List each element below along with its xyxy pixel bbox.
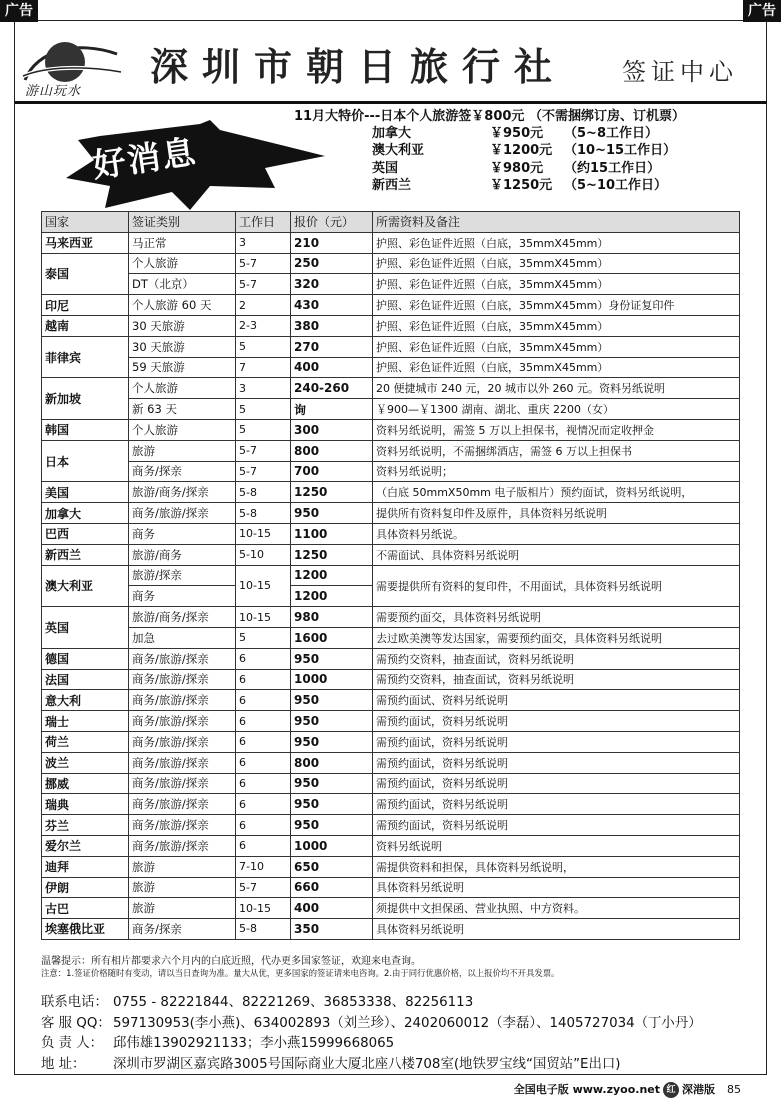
price-cell: 250 <box>291 253 373 274</box>
country-cell: 巴西 <box>42 523 129 544</box>
visa-type-cell: 个人旅游 <box>129 253 236 274</box>
notes-cell: 护照、彩色证件近照（白底，35mmX45mm） <box>373 274 740 295</box>
notes-cell: 护照、彩色证件近照（白底，35mmX45mm）身份证复印件 <box>373 295 740 316</box>
promo-badge: 好消息 <box>90 131 200 186</box>
visa-type-cell: DT（北京） <box>129 274 236 295</box>
price-cell: 210 <box>291 232 373 253</box>
workdays-cell: 7 <box>236 357 291 378</box>
price-cell: 240-260 <box>291 378 373 399</box>
country-cell: 挪威 <box>42 773 129 794</box>
table-row <box>42 461 740 482</box>
visa-type-cell: 商务/旅游/探亲 <box>129 503 236 524</box>
workdays-cell: 5-7 <box>236 274 291 295</box>
country-cell: 泰国 <box>42 253 129 295</box>
workdays-cell: 6 <box>236 711 291 732</box>
company-name: 深圳市朝日旅行社 <box>150 44 567 89</box>
promo-block <box>294 108 685 194</box>
notes-cell: 资料另纸说明 <box>373 835 740 856</box>
workdays-cell: 3 <box>236 378 291 399</box>
country-cell: 加拿大 <box>42 503 129 524</box>
workdays-cell: 5-7 <box>236 253 291 274</box>
visa-type-cell: 30 天旅游 <box>129 315 236 336</box>
price-cell: 380 <box>291 315 373 336</box>
edition-site: 全国电子版 www.zyoo.net <box>513 1083 660 1096</box>
table-row <box>42 336 740 357</box>
table-row <box>42 877 740 898</box>
visa-type-cell: 30 天旅游 <box>129 336 236 357</box>
price-cell: 1200 <box>291 586 373 607</box>
visa-type-cell: 旅游/商务/探亲 <box>129 482 236 503</box>
workdays-cell: 5-8 <box>236 503 291 524</box>
price-cell: 320 <box>291 274 373 295</box>
price-cell: 950 <box>291 731 373 752</box>
table-row <box>42 503 740 524</box>
price-cell: 1000 <box>291 669 373 690</box>
visa-type-cell: 商务 <box>129 523 236 544</box>
price-cell: 1100 <box>291 523 373 544</box>
workdays-cell: 2 <box>236 295 291 316</box>
notes-cell: 需预约面试，资料另纸说明 <box>373 815 740 836</box>
workdays-cell: 6 <box>236 794 291 815</box>
notes-cell: 需要提供所有资料的复印件，不用面试，具体资料另纸说明 <box>373 565 740 607</box>
visa-type-cell: 商务/旅游/探亲 <box>129 711 236 732</box>
table-row <box>42 835 740 856</box>
visa-type-cell: 商务/探亲 <box>129 461 236 482</box>
country-cell: 芬兰 <box>42 815 129 836</box>
notes-cell: 护照、彩色证件近照（白底，35mmX45mm） <box>373 232 740 253</box>
price-cell: 270 <box>291 336 373 357</box>
table-row <box>42 752 740 773</box>
notes-cell: 需预约面试，资料另纸说明 <box>373 731 740 752</box>
table-row <box>42 648 740 669</box>
notes-cell: 去过欧美澳等发达国家，需要预约面交，具体资料另纸说明 <box>373 627 740 648</box>
workdays-cell: 7-10 <box>236 856 291 877</box>
notes-cell: 资料另纸说明； <box>373 461 740 482</box>
table-row <box>42 399 740 420</box>
country-cell: 韩国 <box>42 419 129 440</box>
country-cell: 波兰 <box>42 752 129 773</box>
contact-block <box>41 993 702 1075</box>
notes-cell: 护照、彩色证件近照（白底，35mmX45mm） <box>373 253 740 274</box>
country-cell: 古巴 <box>42 898 129 919</box>
visa-type-cell: 商务/旅游/探亲 <box>129 773 236 794</box>
promo-offer: 加拿大 ￥950元 （5~8工作日） <box>372 126 658 142</box>
workdays-cell: 5-7 <box>236 461 291 482</box>
notes-cell: 资料另纸说明，不需捆绑酒店，需签 6 万以上担保书 <box>373 440 740 461</box>
table-row <box>42 378 740 399</box>
country-cell: 埃塞俄比亚 <box>42 919 129 940</box>
price-cell: 950 <box>291 815 373 836</box>
country-cell: 美国 <box>42 482 129 503</box>
contact-phone: 联系电话： 0755 - 82221844、82221269、36853338、82256113 <box>41 995 474 1010</box>
workdays-cell: 6 <box>236 690 291 711</box>
notes-cell: 提供所有资料复印件及原件，具体资料另纸说明 <box>373 503 740 524</box>
workdays-cell: 2-3 <box>236 315 291 336</box>
price-cell: 650 <box>291 856 373 877</box>
promo-offer: 澳大利亚 ￥1200元 （10~15工作日） <box>372 143 677 159</box>
tips-line: 温馨提示：所有相片都要求六个月内的白底近照，代办更多国家签证，欢迎来电查询。 <box>41 956 421 967</box>
country-cell: 新西兰 <box>42 544 129 565</box>
promo-offer: 英国 ￥980元 （约15工作日） <box>372 160 661 176</box>
table-row <box>42 773 740 794</box>
price-cell: 1250 <box>291 544 373 565</box>
notice-line: 注意：1.签证价格随时有变动，请以当日查询为准。量大从优，更多国家的签证请来电咨询。2.由于同行优惠价格，以上报价均不开具发票。 <box>41 968 560 978</box>
price-cell: 350 <box>291 919 373 940</box>
price-cell: 950 <box>291 503 373 524</box>
price-cell: 950 <box>291 711 373 732</box>
notes-cell: 需预约面试，资料另纸说明 <box>373 794 740 815</box>
workdays-cell: 5-7 <box>236 877 291 898</box>
table-row <box>42 669 740 690</box>
visa-type-cell: 商务/旅游/探亲 <box>129 752 236 773</box>
notes-cell: 具体资料另纸说明 <box>373 919 740 940</box>
country-cell: 澳大利亚 <box>42 565 129 607</box>
table-row <box>42 232 740 253</box>
workdays-cell: 6 <box>236 731 291 752</box>
workdays-cell: 6 <box>236 752 291 773</box>
visa-type-cell: 旅游 <box>129 856 236 877</box>
visa-type-cell: 旅游/商务 <box>129 544 236 565</box>
visa-type-cell: 旅游 <box>129 440 236 461</box>
table-header-row <box>42 212 740 233</box>
visa-price-table <box>41 211 740 940</box>
notes-cell: 具体资料另纸说。 <box>373 523 740 544</box>
visa-type-cell: 旅游 <box>129 898 236 919</box>
country-cell: 爱尔兰 <box>42 835 129 856</box>
table-row <box>42 482 740 503</box>
contact-person: 负 责 人： 邱伟雄13902921133；李小燕15999668065 <box>41 1036 395 1051</box>
price-cell: 950 <box>291 794 373 815</box>
price-cell: 700 <box>291 461 373 482</box>
price-cell: 980 <box>291 607 373 628</box>
visa-type-cell: 商务/探亲 <box>129 919 236 940</box>
price-cell: 1000 <box>291 835 373 856</box>
price-cell: 1250 <box>291 482 373 503</box>
visa-type-cell: 商务/旅游/探亲 <box>129 731 236 752</box>
workdays-cell: 5-10 <box>236 544 291 565</box>
visa-type-cell: 旅游 <box>129 877 236 898</box>
notes-cell: 需要预约面交，具体资料另纸说明 <box>373 607 740 628</box>
table-row <box>42 856 740 877</box>
country-cell: 迪拜 <box>42 856 129 877</box>
col-header-days: 工作日 <box>236 212 291 233</box>
table-body <box>42 232 740 939</box>
table-row <box>42 274 740 295</box>
table-row <box>42 357 740 378</box>
notes-cell: ￥900—￥1300 湖南、湖北、重庆 2200（女） <box>373 399 740 420</box>
table-row <box>42 523 740 544</box>
notes-cell: （白底 50mmX50mm 电子版相片）预约面试，资料另纸说明， <box>373 482 740 503</box>
country-cell: 新加坡 <box>42 378 129 420</box>
edition-region: 深港版 <box>682 1083 715 1096</box>
promo-headline: 11月大特价---日本个人旅游签￥800元 （不需捆绑订房、订机票） <box>294 109 685 124</box>
table-row <box>42 815 740 836</box>
workdays-cell: 3 <box>236 232 291 253</box>
notes-cell: 需预约交资料，抽查面试，资料另纸说明 <box>373 669 740 690</box>
header-divider <box>15 101 767 104</box>
table-row <box>42 565 740 586</box>
edition-badge: 红 <box>663 1082 679 1098</box>
price-cell: 660 <box>291 877 373 898</box>
workdays-cell: 10-15 <box>236 523 291 544</box>
workdays-cell: 5 <box>236 399 291 420</box>
notes-cell: 护照、彩色证件近照（白底，35mmX45mm） <box>373 315 740 336</box>
workdays-cell: 6 <box>236 669 291 690</box>
table-row <box>42 794 740 815</box>
ad-tag-right: 广告 <box>743 0 781 22</box>
price-cell: 800 <box>291 752 373 773</box>
table-row <box>42 440 740 461</box>
workdays-cell: 6 <box>236 815 291 836</box>
promo-offer: 新西兰 ￥1250元 （5~10工作日） <box>372 177 668 193</box>
country-cell: 印尼 <box>42 295 129 316</box>
col-header-notes: 所需资料及备注 <box>373 212 740 233</box>
page-number: 85 <box>727 1083 741 1096</box>
workdays-cell: 6 <box>236 835 291 856</box>
contact-qq: 客 服 QQ： 597130953(李小燕)、634002893（刘兰珍）、2402060012（李磊）、1405727034（丁小丹） <box>41 1015 702 1031</box>
visa-type-cell: 个人旅游 <box>129 419 236 440</box>
notes-cell: 需提供资料和担保，具体资料另纸说明， <box>373 856 740 877</box>
visa-type-cell: 商务/旅游/探亲 <box>129 669 236 690</box>
table-row <box>42 315 740 336</box>
notes-cell: 需预约面试，资料另纸说明 <box>373 773 740 794</box>
col-header-type: 签证类别 <box>129 212 236 233</box>
country-cell: 菲律宾 <box>42 336 129 378</box>
table-row <box>42 919 740 940</box>
workdays-cell: 10-15 <box>236 565 291 607</box>
country-cell: 越南 <box>42 315 129 336</box>
price-cell: 430 <box>291 295 373 316</box>
notes-cell: 需预约交资料，抽查面试，资料另纸说明 <box>373 648 740 669</box>
edition-footer <box>514 1081 741 1098</box>
notes-cell: 20 便捷城市 240 元，20 城市以外 260 元。资料另纸说明 <box>373 378 740 399</box>
country-cell: 瑞典 <box>42 794 129 815</box>
workdays-cell: 10-15 <box>236 607 291 628</box>
visa-type-cell: 商务/旅游/探亲 <box>129 648 236 669</box>
visa-type-cell: 新 63 天 <box>129 399 236 420</box>
visa-type-cell: 商务 <box>129 586 236 607</box>
country-cell: 德国 <box>42 648 129 669</box>
table-row <box>42 627 740 648</box>
price-cell: 950 <box>291 690 373 711</box>
visa-type-cell: 加急 <box>129 627 236 648</box>
visa-type-cell: 商务/旅游/探亲 <box>129 815 236 836</box>
price-cell: 800 <box>291 440 373 461</box>
country-cell: 马来西亚 <box>42 232 129 253</box>
col-header-price: 报价（元） <box>291 212 373 233</box>
table-row <box>42 544 740 565</box>
notes-cell: 具体资料另纸说明 <box>373 877 740 898</box>
visa-type-cell: 商务/旅游/探亲 <box>129 690 236 711</box>
visa-center-title: 签证中心 <box>622 58 738 86</box>
contact-address: 地 址： 深圳市罗湖区嘉宾路3005号国际商业大厦北座八楼708室(地铁罗宝线“国贸站”E出口) <box>41 1056 621 1072</box>
visa-type-cell: 个人旅游 <box>129 378 236 399</box>
workdays-cell: 6 <box>236 648 291 669</box>
visa-type-cell: 商务/旅游/探亲 <box>129 835 236 856</box>
table-row <box>42 711 740 732</box>
notes-cell: 不需面试、具体资料另纸说明 <box>373 544 740 565</box>
workdays-cell: 5 <box>236 627 291 648</box>
price-cell: 询 <box>291 399 373 420</box>
workdays-cell: 6 <box>236 773 291 794</box>
price-cell: 400 <box>291 898 373 919</box>
table-row <box>42 253 740 274</box>
country-cell: 荷兰 <box>42 731 129 752</box>
notes-cell: 护照、彩色证件近照（白底，35mmX45mm） <box>373 357 740 378</box>
notes-cell: 需预约面试，资料另纸说明 <box>373 711 740 732</box>
notes-cell: 护照、彩色证件近照（白底，35mmX45mm） <box>373 336 740 357</box>
table-row <box>42 607 740 628</box>
visa-type-cell: 旅游/探亲 <box>129 565 236 586</box>
price-cell: 400 <box>291 357 373 378</box>
price-cell: 950 <box>291 773 373 794</box>
notes-cell: 需预约面试、资料另纸说明 <box>373 690 740 711</box>
notes-cell: 资料另纸说明，需签 5 万以上担保书，视情况而定收押金 <box>373 419 740 440</box>
col-header-country: 国家 <box>42 212 129 233</box>
visa-type-cell: 个人旅游 60 天 <box>129 295 236 316</box>
table-row <box>42 690 740 711</box>
visa-type-cell: 59 天旅游 <box>129 357 236 378</box>
visa-type-cell: 商务/旅游/探亲 <box>129 794 236 815</box>
price-cell: 300 <box>291 419 373 440</box>
country-cell: 英国 <box>42 607 129 649</box>
table-row <box>42 731 740 752</box>
country-cell: 意大利 <box>42 690 129 711</box>
price-cell: 950 <box>291 648 373 669</box>
visa-type-cell: 旅游/商务/探亲 <box>129 607 236 628</box>
workdays-cell: 5-7 <box>236 440 291 461</box>
workdays-cell: 5 <box>236 419 291 440</box>
workdays-cell: 10-15 <box>236 898 291 919</box>
ad-tag-left: 广告 <box>0 0 38 22</box>
country-cell: 法国 <box>42 669 129 690</box>
workdays-cell: 5-8 <box>236 919 291 940</box>
notes-cell: 须提供中文担保函、营业执照、中方资料。 <box>373 898 740 919</box>
country-cell: 日本 <box>42 440 129 482</box>
brand-logo-text: 游山玩水 <box>25 84 82 99</box>
workdays-cell: 5-8 <box>236 482 291 503</box>
country-cell: 伊朗 <box>42 877 129 898</box>
notes-cell: 需预约面试，资料另纸说明 <box>373 752 740 773</box>
table-row <box>42 419 740 440</box>
table-row <box>42 295 740 316</box>
price-cell: 1600 <box>291 627 373 648</box>
price-cell: 1200 <box>291 565 373 586</box>
visa-type-cell: 马正常 <box>129 232 236 253</box>
table-row <box>42 898 740 919</box>
workdays-cell: 5 <box>236 336 291 357</box>
country-cell: 瑞士 <box>42 711 129 732</box>
